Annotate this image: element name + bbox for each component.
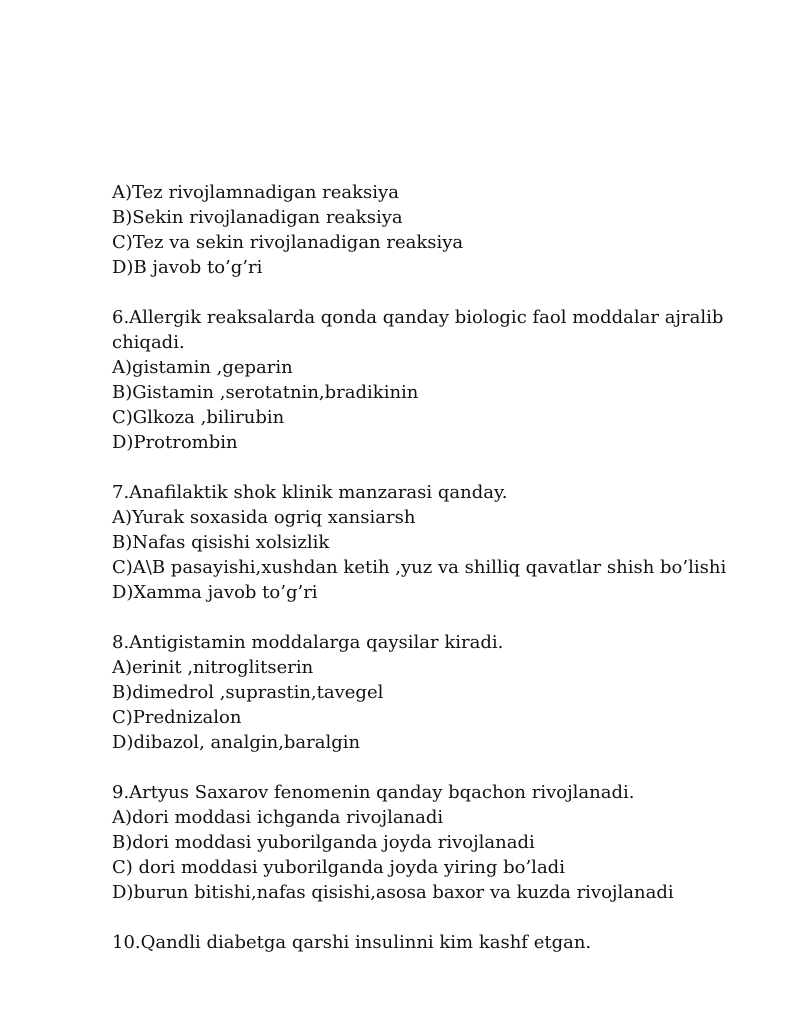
option-d: D)B javob to’g’ri — [112, 257, 263, 278]
question-block-7 — [112, 480, 732, 605]
quiz-content — [112, 180, 732, 955]
question-block-6 — [112, 305, 732, 455]
question-block-10 — [112, 930, 732, 955]
option-b: B)Sekin rivojlanadigan reaksiya — [112, 207, 403, 228]
question-text: 6.Allergik reaksalarda qonda qanday biologic faol moddalar ajralib — [112, 307, 724, 328]
question-text: 7.Anafilaktik shok klinik manzarasi qanday. — [112, 482, 508, 503]
question-text: 8.Antigistamin moddalarga qaysilar kiradi. — [112, 632, 504, 653]
option-c: C) dori moddasi yuborilganda joyda yiring bo’ladi — [112, 857, 565, 878]
question-block-8 — [112, 630, 732, 755]
question-text-continued: chiqadi. — [112, 332, 185, 353]
question-text: 10.Qandli diabetga qarshi insulinni kim kashf etgan. — [112, 932, 592, 953]
option-b: B)dori moddasi yuborilganda joyda rivojlanadi — [112, 832, 535, 853]
option-d: D)Protrombin — [112, 432, 238, 453]
question-text: 9.Artyus Saxarov fenomenin qanday bqachon rivojlanadi. — [112, 782, 635, 803]
option-c: C)A\B pasayishi,xushdan ketih ,yuz va shilliq qavatlar shish bo’lishi — [112, 557, 727, 578]
option-c: C)Tez va sekin rivojlanadigan reaksiya — [112, 232, 464, 253]
option-c: C)Prednizalon — [112, 707, 242, 728]
option-c: C)Glkoza ,bilirubin — [112, 407, 285, 428]
option-b: B)Nafas qisishi xolsizlik — [112, 532, 330, 553]
option-a: A)dori moddasi ichganda rivojlanadi — [112, 807, 444, 828]
option-b: B)dimedrol ,suprastin,tavegel — [112, 682, 384, 703]
spacer — [112, 755, 732, 780]
option-d: D)burun bitishi,nafas qisishi,asosa baxor va kuzda rivojlanadi — [112, 882, 674, 903]
option-a: A)gistamin ,geparin — [112, 357, 293, 378]
question-block-5 — [112, 180, 732, 280]
option-a: A)erinit ,nitroglitserin — [112, 657, 314, 678]
option-d: D)Xamma javob to’g’ri — [112, 582, 318, 603]
option-d: D)dibazol, analgin,baralgin — [112, 732, 361, 753]
option-a: A)Yurak soxasida ogriq xansiarsh — [112, 507, 416, 528]
spacer — [112, 905, 732, 930]
spacer — [112, 455, 732, 480]
spacer — [112, 605, 732, 630]
option-b: B)Gistamin ,serotatnin,bradikinin — [112, 382, 419, 403]
spacer — [112, 280, 732, 305]
option-a: A)Tez rivojlamnadigan reaksiya — [112, 182, 399, 203]
question-block-9 — [112, 780, 732, 905]
